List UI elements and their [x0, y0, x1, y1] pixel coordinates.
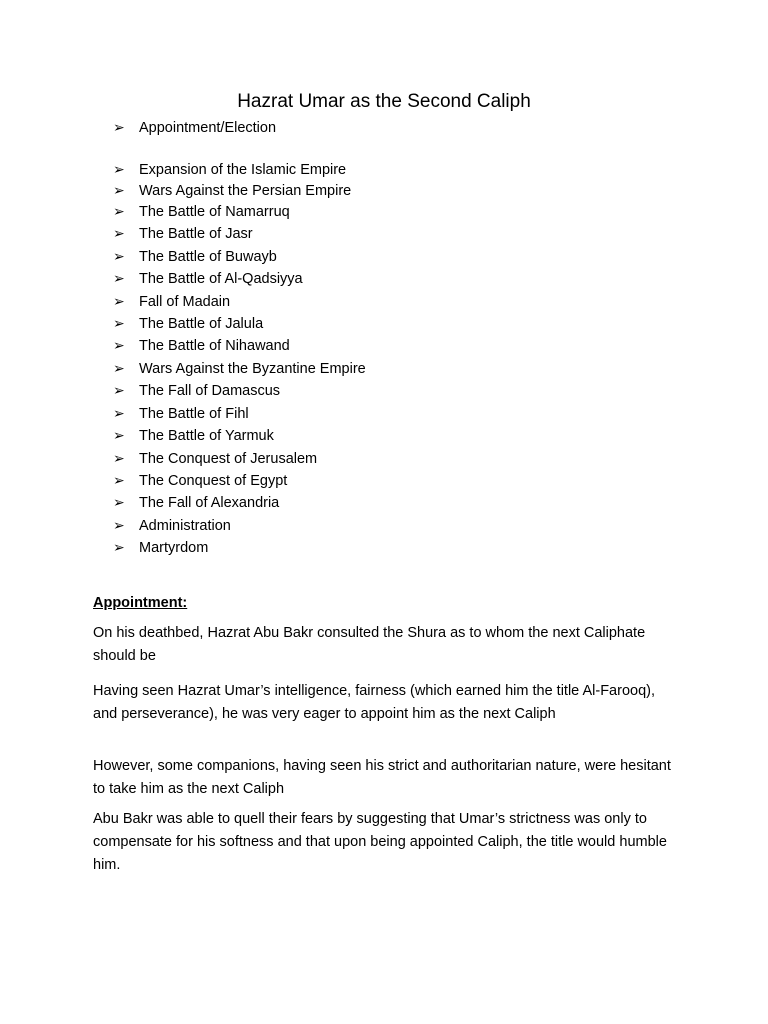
- list-item-label: The Conquest of Jerusalem: [139, 451, 318, 467]
- list-item: [113, 334, 290, 356]
- arrowhead-bullet-icon: ➢: [113, 203, 125, 219]
- list-item-label: The Battle of Jasr: [139, 226, 253, 242]
- arrowhead-bullet-icon: ➢: [113, 427, 125, 443]
- section-heading: Appointment:: [93, 595, 188, 611]
- list-item: [113, 357, 366, 379]
- list-item: [113, 491, 279, 513]
- arrowhead-bullet-icon: ➢: [113, 225, 125, 241]
- list-item-label: The Battle of Namarruq: [139, 204, 290, 220]
- list-item-label: The Battle of Yarmuk: [139, 428, 274, 444]
- list-item: [113, 179, 351, 201]
- arrowhead-bullet-icon: ➢: [113, 182, 125, 198]
- body-paragraph: Having seen Hazrat Umar’s intelligence, fairness (which earned him the title Al-Farooq), and perseverance), he was very eager to appoint him as the next Caliph: [93, 683, 655, 722]
- list-item: [113, 267, 303, 289]
- list-item: [113, 379, 280, 401]
- list-item-label: The Battle of Al-Qadsiyya: [139, 271, 303, 287]
- list-item: [113, 447, 317, 469]
- list-item: [113, 536, 208, 558]
- list-item: [113, 158, 346, 180]
- list-item-label: Administration: [139, 518, 231, 534]
- document-title: Hazrat Umar as the Second Caliph: [237, 91, 531, 112]
- list-item-label: The Battle of Nihawand: [139, 338, 290, 354]
- list-item: [113, 312, 263, 334]
- body-paragraph: On his deathbed, Hazrat Abu Bakr consulted the Shura as to whom the next Caliphate should be: [93, 625, 646, 664]
- arrowhead-bullet-icon: ➢: [113, 494, 125, 510]
- list-item: [113, 424, 274, 446]
- list-item-label: Wars Against the Persian Empire: [139, 183, 352, 199]
- list-item: [113, 514, 231, 536]
- arrowhead-bullet-icon: ➢: [113, 450, 125, 466]
- list-item: [113, 402, 249, 424]
- arrowhead-bullet-icon: ➢: [113, 119, 125, 135]
- arrowhead-bullet-icon: ➢: [113, 360, 125, 376]
- list-item: [113, 469, 287, 491]
- arrowhead-bullet-icon: ➢: [113, 270, 125, 286]
- list-item: [113, 245, 277, 267]
- arrowhead-bullet-icon: ➢: [113, 472, 125, 488]
- arrowhead-bullet-icon: ➢: [113, 248, 125, 264]
- body-paragraph: However, some companions, having seen his strict and authoritarian nature, were hesitant to take him as the next Caliph: [93, 758, 671, 797]
- list-item: [113, 116, 276, 138]
- arrowhead-bullet-icon: ➢: [113, 315, 125, 331]
- list-item-label: Martyrdom: [139, 540, 209, 556]
- body-paragraph: Abu Bakr was able to quell their fears by suggesting that Umar’s strictness was only to compensate for his softness and that upon being appointed Caliph, the title would humble him.: [93, 811, 667, 873]
- list-item-label: The Fall of Damascus: [139, 383, 281, 399]
- arrowhead-bullet-icon: ➢: [113, 517, 125, 533]
- arrowhead-bullet-icon: ➢: [113, 405, 125, 421]
- list-item: [113, 222, 253, 244]
- list-item-label: The Battle of Fihl: [139, 406, 249, 422]
- list-item-label: Wars Against the Byzantine Empire: [139, 361, 366, 377]
- arrowhead-bullet-icon: ➢: [113, 539, 125, 555]
- arrowhead-bullet-icon: ➢: [113, 161, 125, 177]
- list-item-label: The Fall of Alexandria: [139, 495, 280, 511]
- list-item-label: Expansion of the Islamic Empire: [139, 162, 347, 178]
- list-item-label: Fall of Madain: [139, 294, 231, 310]
- list-item-label: The Battle of Buwayb: [139, 249, 277, 265]
- list-item-label: The Conquest of Egypt: [139, 473, 288, 489]
- list-item: [113, 200, 290, 222]
- arrowhead-bullet-icon: ➢: [113, 337, 125, 353]
- arrowhead-bullet-icon: ➢: [113, 293, 125, 309]
- list-item-label: Appointment/Election: [139, 120, 277, 136]
- list-item: [113, 290, 230, 312]
- list-item-label: The Battle of Jalula: [139, 316, 264, 332]
- arrowhead-bullet-icon: ➢: [113, 382, 125, 398]
